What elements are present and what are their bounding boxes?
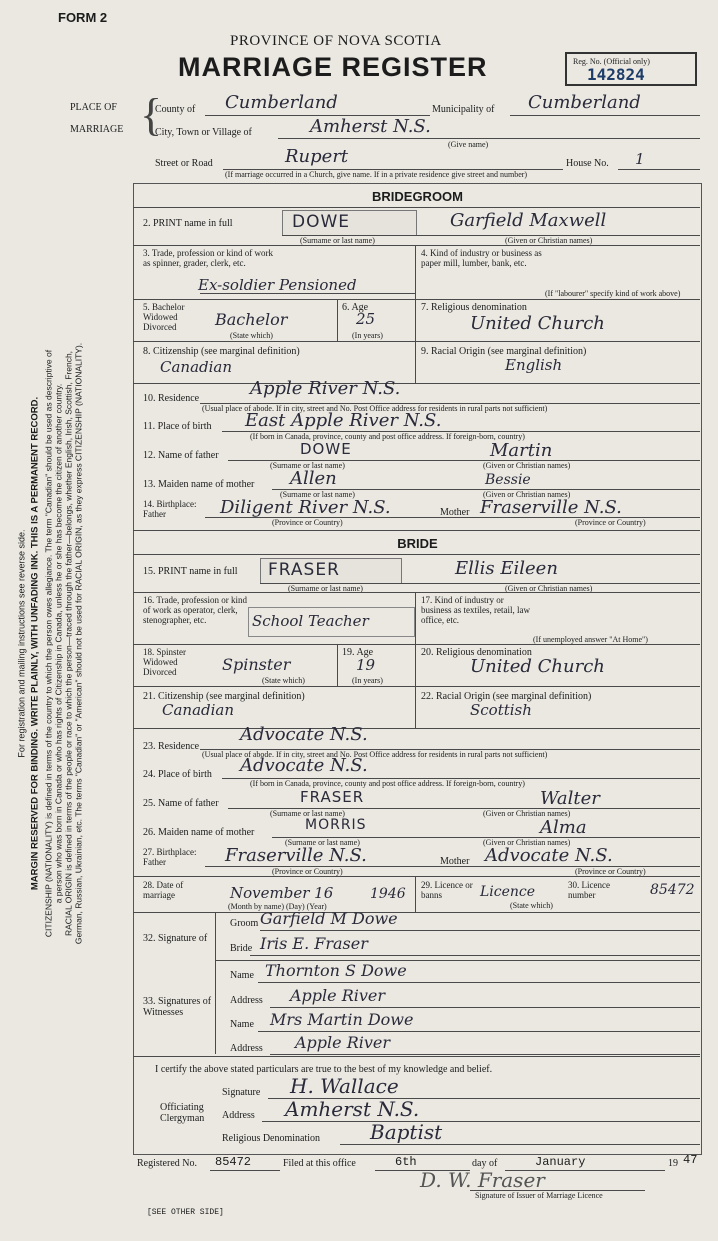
bride-status-label: 18. Spinster Widowed Divorced — [143, 647, 187, 677]
groom-surname-cap: (Surname or last name) — [300, 236, 375, 245]
bride-fbp-cap: (Province or Country) — [272, 867, 343, 876]
clergy-denom-label: Religious Denomination — [222, 1133, 321, 1144]
filed-day: 6th — [395, 1155, 417, 1169]
groom-age-label: 6. Age — [342, 302, 369, 313]
groom-name-label: 2. PRINT name in full — [143, 218, 233, 229]
bride-father-given: Walter — [540, 788, 600, 809]
place-brace: { — [140, 89, 163, 140]
w2-name-label: Name — [230, 1019, 254, 1030]
marriage-year: 1946 — [370, 886, 406, 902]
reg-no-box — [565, 52, 697, 86]
filed-year-suffix: 47 — [683, 1153, 698, 1167]
bride-mbp-cap: (Province or Country) — [575, 867, 646, 876]
bride-trade: School Teacher — [252, 612, 369, 630]
registered-label: Registered No. — [137, 1158, 197, 1169]
bride-citizenship-label: 21. Citizenship (see marginal definition) — [143, 691, 305, 702]
groom-mother-surname: Allen — [290, 468, 337, 489]
w1-address-label: Address — [230, 995, 263, 1006]
w1-name: Thornton S Dowe — [265, 961, 407, 980]
groom-parents-birthplace-label: 14. Birthplace: Father — [143, 499, 197, 519]
sidebar-line-4: a person who was born in Canada or who has rights of Citizenship in Canada, unless he or she has become the citizen of another country. — [53, 383, 64, 904]
bride-trade-label: 16. Trade, profession or kind of work as operator, clerk, stenographer, etc. — [143, 595, 247, 625]
groom-status-cap: (State which) — [230, 331, 273, 340]
clergy-address: Amherst N.S. — [285, 1097, 420, 1121]
bride-religion: United Church — [470, 656, 605, 677]
bride-origin-label: 22. Racial Origin (see marginal definition) — [421, 691, 592, 702]
groom-signature: Garfield M Dowe — [260, 909, 398, 928]
groom-religion-label: 7. Religious denomination — [421, 302, 527, 313]
groom-age-cap: (In years) — [352, 331, 383, 340]
bride-origin: Scottish — [470, 701, 532, 719]
bride-residence-cap: (Usual place of abode. If in city, street and No. Post Office address for residents in rural parts not sufficient) — [202, 750, 548, 759]
bride-heading: BRIDE — [397, 536, 438, 551]
groom-citizenship-label: 8. Citizenship (see marginal definition) — [143, 346, 300, 357]
province-title: PROVINCE OF NOVA SCOTIA — [230, 33, 442, 49]
city-value: Amherst N.S. — [310, 116, 431, 137]
groom-father-given-cap: (Given or Christian names) — [483, 461, 571, 470]
bride-given-cap: (Given or Christian names) — [505, 584, 593, 593]
bride-age-label: 19. Age — [342, 647, 374, 658]
groom-trade-label: 3. Trade, profession or kind of work as spinner, grader, clerk, etc. — [143, 248, 273, 268]
w2-name: Mrs Martin Dowe — [270, 1010, 414, 1029]
reg-no-label: Reg. No. (Official only) — [573, 57, 650, 66]
registered-no: 85472 — [215, 1155, 252, 1169]
municipality-label: Municipality of — [432, 104, 495, 115]
groom-father-birthplace: Diligent River N.S. — [220, 497, 391, 518]
issuer-signature: D. W. Fraser — [420, 1168, 545, 1192]
groom-citizenship: Canadian — [160, 358, 233, 376]
clergy-denomination: Baptist — [370, 1120, 443, 1144]
sidebar-line-3: CITIZENSHIP (NATIONALITY) is defined in terms of the country to which the person owes allegiance. The term "Canadian" should be used as descriptive of — [43, 349, 54, 938]
municipality-value: Cumberland — [528, 92, 641, 113]
margin-instructions — [17, 304, 84, 984]
groom-age: 25 — [356, 310, 376, 328]
groom-religion: United Church — [470, 313, 605, 334]
w1-address: Apple River — [290, 986, 386, 1005]
groom-mother-given: Bessie — [485, 472, 531, 488]
sidebar-line-2: MARGIN RESERVED FOR BINDING. WRITE PLAINLY, WITH UNFADING INK. THIS IS A PERMANENT RECORD. — [29, 396, 41, 891]
bride-mother-given: Alma — [540, 817, 587, 838]
marriage-date-cap: (Month by name) (Day) (Year) — [228, 902, 327, 911]
groom-fbp-cap: (Province or Country) — [272, 518, 343, 527]
groom-industry-cap: (If "labourer" specify kind of work above) — [545, 289, 681, 298]
see-other-side: [SEE OTHER SIDE] — [147, 1208, 224, 1217]
clergy-address-label: Address — [222, 1110, 255, 1121]
reg-no-value: 142824 — [587, 65, 645, 84]
filed-label: Filed at this office — [283, 1158, 356, 1169]
sig-of-label: 32. Signature of — [143, 933, 208, 944]
bride-status-cap: (State which) — [262, 676, 305, 685]
bride-surname-cap: (Surname or last name) — [288, 584, 363, 593]
groom-father-surname: DOWE — [300, 440, 352, 458]
groom-birthplace-label: 11. Place of birth — [143, 421, 212, 432]
groom-mbp-cap: (Province or Country) — [575, 518, 646, 527]
groom-father-label: 12. Name of father — [143, 450, 219, 461]
bride-industry-cap: (If unemployed answer "At Home") — [533, 635, 648, 644]
groom-mother-birthplace: Fraserville N.S. — [480, 497, 622, 518]
county-label: County of — [155, 104, 196, 115]
groom-birthplace: East Apple River N.S. — [245, 410, 442, 431]
groom-status: Bachelor — [215, 310, 288, 329]
licence-banns-cap: (State which) — [510, 901, 553, 910]
city-label: City, Town or Village of — [155, 127, 252, 138]
w2-address: Apple River — [295, 1033, 391, 1052]
bride-mother-given-cap: (Given or Christian names) — [483, 838, 571, 847]
sidebar-line-5: RACIAL ORIGIN is defined in terms of the people or race to which the person—traced through the father—belongs, whether English, Irish, Scottish, French, — [63, 350, 74, 937]
bride-mother-bp-label: Mother — [440, 856, 470, 867]
year-prefix: 19 — [668, 1158, 678, 1169]
licence-number: 85472 — [650, 882, 695, 898]
groom-given-cap: (Given or Christian names) — [505, 236, 593, 245]
bride-surname: FRASER — [268, 560, 340, 580]
w2-address-label: Address — [230, 1043, 263, 1054]
street-note: (If marriage occurred in a Church, give name. If in a private residence give street and number) — [225, 170, 528, 179]
bride-mother-surname: MORRIS — [305, 817, 367, 833]
filed-month: January — [535, 1155, 586, 1169]
bride-birthplace-label: 24. Place of birth — [143, 769, 212, 780]
groom-birthplace-cap: (If born in Canada, province, county and post office address. If foreign-born, country) — [250, 432, 525, 441]
bride-parents-birthplace-label: 27. Birthplace: Father — [143, 847, 197, 867]
bride-father-label: 25. Name of father — [143, 798, 219, 809]
bride-mother-label: 26. Maiden name of mother — [143, 827, 255, 838]
marriage-date: November 16 — [230, 884, 334, 902]
bride-father-given-cap: (Given or Christian names) — [483, 809, 571, 818]
clergy-label: Officiating Clergyman — [160, 1102, 205, 1124]
groom-father-given: Martin — [490, 440, 553, 461]
groom-origin: English — [505, 356, 563, 374]
sidebar-line-1: For registration and mailing instructions see reverse side. — [16, 529, 27, 758]
licence-banns-label: 29. Licence or banns — [421, 880, 473, 900]
groom-mother-surname-cap: (Surname or last name) — [280, 490, 355, 499]
bride-father-surname: FRASER — [300, 788, 365, 806]
groom-sig-label: Groom — [230, 918, 259, 929]
bride-status: Spinster — [222, 655, 291, 674]
groom-surname: DOWE — [292, 212, 351, 232]
house-label: House No. — [566, 158, 609, 169]
sidebar-line-6: German, Russian, Ukrainian, etc. The terms "Canadian" or "American" should not be used for RACIAL ORIGIN, as they express CITIZENSHIP (NATIONALITY). — [73, 342, 84, 945]
issuer-caption: Signature of Issuer of Marriage Licence — [475, 1191, 603, 1200]
groom-status-label: 5. Bachelor Widowed Divorced — [143, 302, 185, 332]
marriage-date-label: 28. Date of marriage — [143, 880, 184, 900]
page-title: MARRIAGE REGISTER — [178, 52, 488, 82]
place-label: PLACE OF — [70, 102, 117, 113]
bride-age: 19 — [356, 656, 376, 674]
bride-father-surname-cap: (Surname or last name) — [270, 809, 345, 818]
bride-religion-label: 20. Religious denomination — [421, 647, 532, 658]
bride-birthplace-cap: (If born in Canada, province, county and post office address. If foreign-born, country) — [250, 779, 525, 788]
bride-signature: Iris E. Fraser — [260, 934, 368, 953]
street-label: Street or Road — [155, 158, 213, 169]
groom-residence: Apple River N.S. — [250, 378, 401, 399]
bride-mother-birthplace: Advocate N.S. — [485, 845, 613, 866]
groom-industry-label: 4. Kind of industry or business as paper mill, lumber, bank, etc. — [421, 248, 542, 268]
bride-residence: Advocate N.S. — [240, 724, 368, 745]
marriage-label: MARRIAGE — [70, 124, 124, 135]
groom-origin-label: 9. Racial Origin (see marginal definition) — [421, 346, 587, 357]
groom-mother-given-cap: (Given or Christian names) — [483, 490, 571, 499]
bride-residence-label: 23. Residence — [143, 741, 200, 752]
street-value: Rupert — [285, 146, 349, 167]
bride-sig-label: Bride — [230, 943, 253, 954]
groom-father-surname-cap: (Surname or last name) — [270, 461, 345, 470]
form-label: FORM 2 — [58, 10, 108, 25]
bride-name-label: 15. PRINT name in full — [143, 566, 238, 577]
licence-banns: Licence — [480, 884, 536, 900]
groom-mother-label: 13. Maiden name of mother — [143, 479, 255, 490]
groom-trade: Ex-soldier Pensioned — [198, 276, 357, 294]
give-name-cap: (Give name) — [448, 140, 489, 149]
day-of-label: day of — [472, 1158, 498, 1169]
groom-given: Garfield Maxwell — [450, 210, 607, 231]
bride-given: Ellis Eileen — [455, 558, 558, 579]
groom-mother-bp-label: Mother — [440, 507, 470, 518]
bride-birthplace: Advocate N.S. — [240, 755, 368, 776]
groom-residence-cap: (Usual place of abode. If in city, street and No. Post Office address for residents in rural parts not sufficient) — [202, 404, 548, 413]
w1-name-label: Name — [230, 970, 254, 981]
groom-residence-label: 10. Residence — [143, 393, 200, 404]
county-value: Cumberland — [225, 92, 338, 113]
bride-father-birthplace: Fraserville N.S. — [225, 845, 367, 866]
bride-citizenship: Canadian — [162, 701, 235, 719]
certify-text: I certify the above stated particulars are true to the best of my knowledge and belief. — [155, 1064, 493, 1075]
bride-mother-surname-cap: (Surname or last name) — [285, 838, 360, 847]
bride-industry-label: 17. Kind of industry or business as textiles, retail, law office, etc. — [421, 595, 530, 625]
witness-label: 33. Signatures of Witnesses — [143, 996, 212, 1018]
clergy-sig-label: Signature — [222, 1087, 261, 1098]
licence-number-label: 30. Licence number — [568, 880, 610, 900]
house-value: 1 — [635, 150, 645, 168]
clergy-signature: H. Wallace — [290, 1074, 399, 1098]
bride-age-cap: (In years) — [352, 676, 383, 685]
bridegroom-heading: BRIDEGROOM — [372, 189, 463, 204]
